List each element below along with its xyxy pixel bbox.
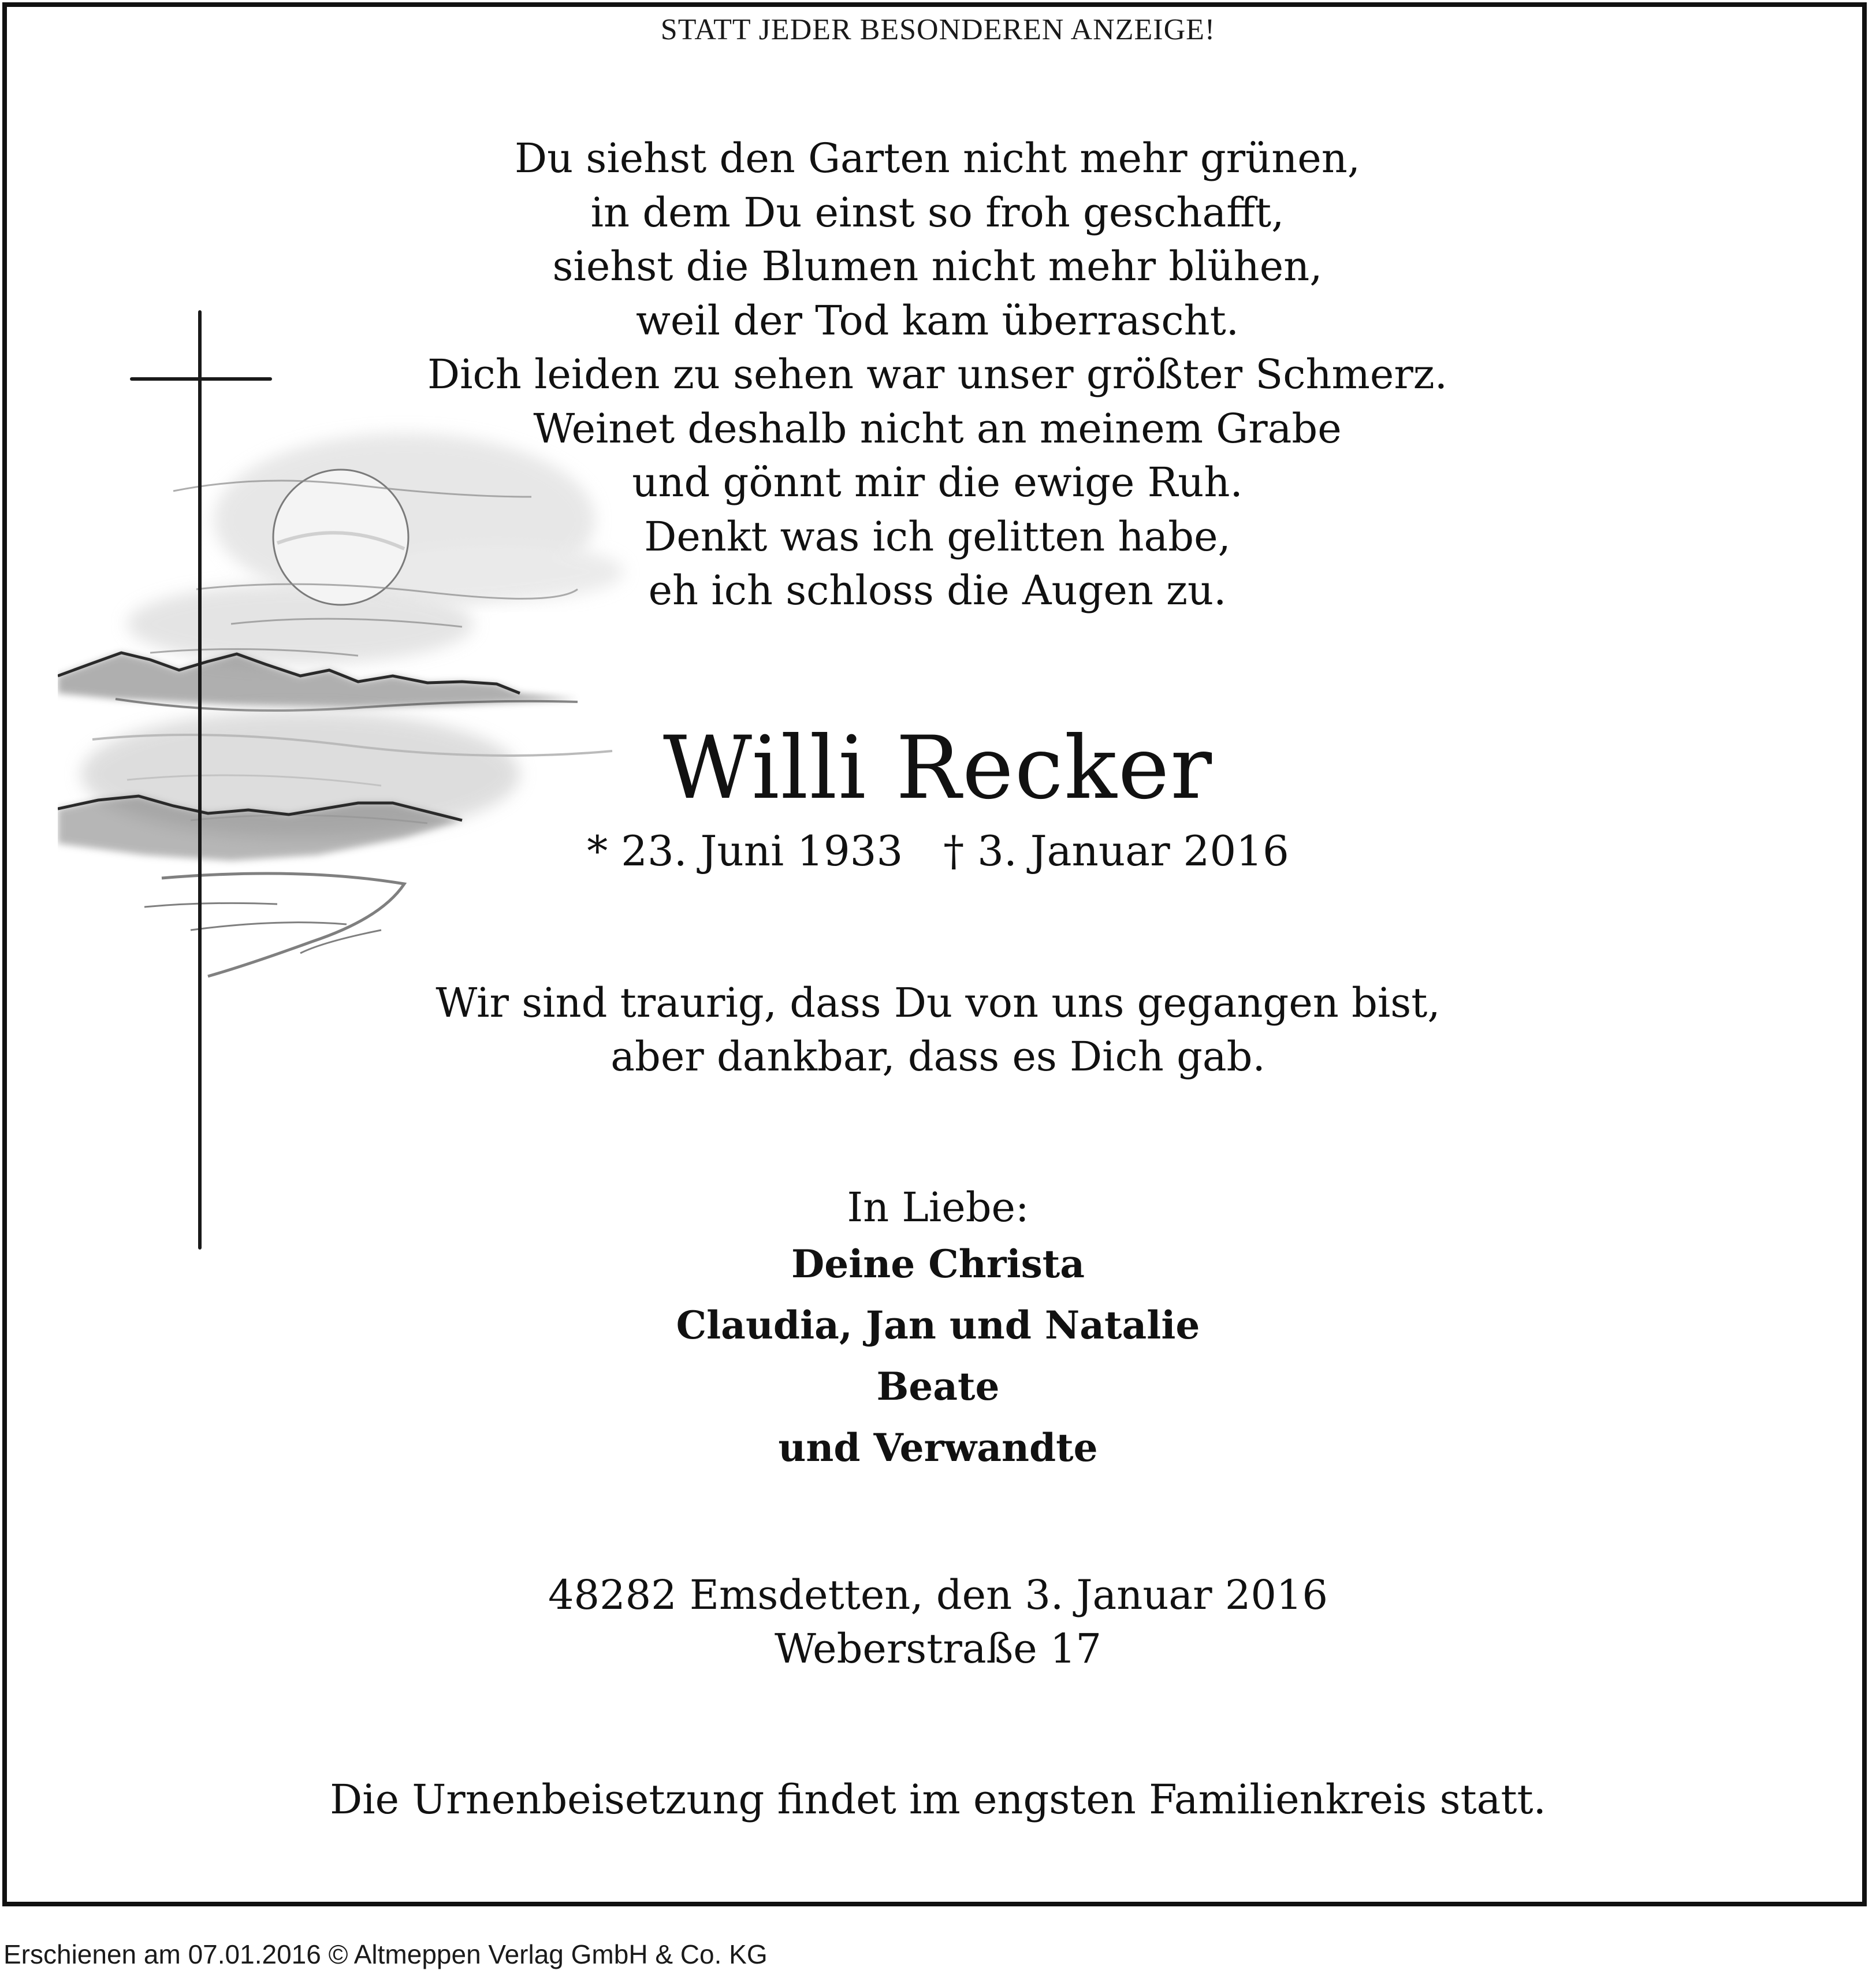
poem-line: Denkt was ich gelitten habe, (644, 512, 1231, 560)
poem-line: und gönnt mir die ewige Ruh. (632, 459, 1243, 506)
shore-lines (144, 873, 404, 976)
burial-notice: Die Urnenbeisetzung findet im engsten Familienkreis statt. (330, 1776, 1546, 1823)
place-date: 48282 Emsdetten, den 3. Januar 2016 (548, 1571, 1328, 1619)
farewell-line: aber dankbar, dass es Dich gab. (611, 1033, 1265, 1080)
mourner-name: Deine Christa (791, 1241, 1085, 1287)
death-date: † 3. Januar 2016 (943, 827, 1289, 875)
poem (347, 132, 1528, 618)
mourners-list (0, 1233, 1876, 1478)
publication-footer: Erschienen am 07.01.2016 © Altmeppen Verlag GmbH & Co. KG (3, 1939, 768, 1969)
header-title: STATT JEDER BESONDEREN ANZEIGE! (660, 13, 1216, 46)
farewell-text (0, 976, 1876, 1084)
mourner-name: Claudia, Jan und Natalie (676, 1303, 1200, 1348)
birth-date: * 23. Juni 1933 (587, 827, 903, 875)
mourner-name: und Verwandte (778, 1425, 1098, 1470)
poem-line: siehst die Blumen nicht mehr blühen, (552, 243, 1323, 290)
poem-line: Dich leiden zu sehen war unser größter Schmerz. (427, 351, 1447, 398)
street-address: Weberstraße 17 (774, 1625, 1102, 1672)
farewell-line: Wir sind traurig, dass Du von uns gegangen bist, (436, 979, 1440, 1027)
mourner-name: Beate (876, 1364, 1000, 1409)
poem-line: weil der Tod kam überrascht. (635, 296, 1240, 344)
poem-line: eh ich schloss die Augen zu. (648, 567, 1227, 614)
poem-line: Weinet deshalb nicht an meinem Grabe (533, 404, 1342, 452)
life-dates (0, 825, 1876, 877)
poem-line: Du siehst den Garten nicht mehr grünen, (514, 135, 1361, 182)
address-block (0, 1568, 1876, 1676)
deceased-name: Willi Recker (662, 718, 1214, 819)
poem-line: in dem Du einst so froh geschafft, (590, 188, 1285, 236)
mourners-intro: In Liebe: (847, 1184, 1029, 1231)
